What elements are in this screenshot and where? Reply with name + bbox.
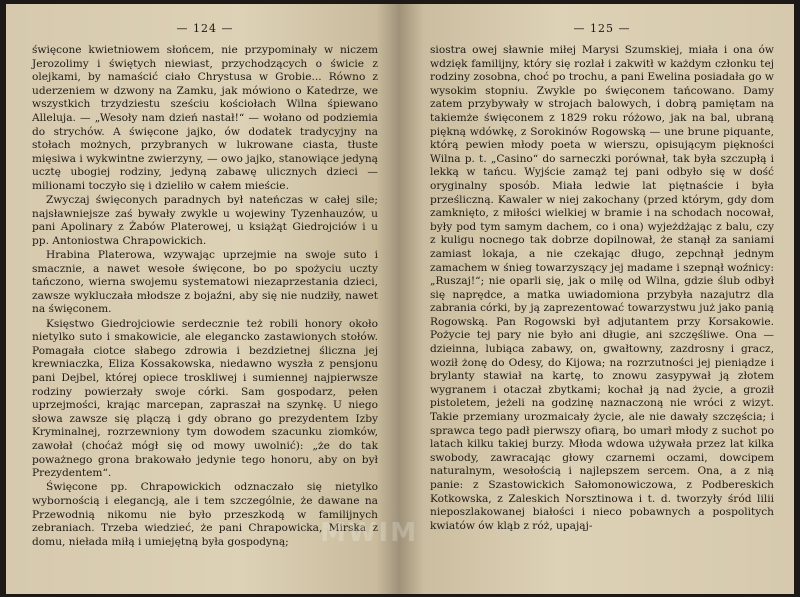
paragraph: Zwyczaj święconych paradnych był nateńczas w całej sile; najsławniejsze zaś bywały zwykle u wojewiny Tyzenhauzów, u pani Apolinary z Żabów Platerowej, u książąt Giedrojciów i u pp. Antoniostwa Chrapowickich. bbox=[32, 194, 378, 247]
watermark: MWIM bbox=[320, 518, 419, 548]
book-spread bbox=[6, 4, 794, 594]
paragraph: święcone kwietniowem słońcem, nie przypominały w niczem Jerozolimy i świętych niewiast, przychodzących o świcie z olejkami, by namaścić ciało Chrystusa w Grobie... Równo z uderzeniem w dzwony na Zamku, jak mówiono o Katedrze, we wszystkich trzydziestu sześciu kościołach Wilna śpiewano Alleluja. — „Wesoły nam dzień nastał!“ — wołano od podziemia do strychów. A święcone jajko, ów dodatek tradycyjny na stołach możnych, przybranych w lukrowane ciasta, tłuste mięsiwa i wykwintne zwierzyny, — owo jajko, stanowiące jedyną ucztę ubogiej rodziny, jedyną zabawę ulicznych dzieci — milionami toczyło się i dzieliło w całem mieście. bbox=[32, 44, 378, 192]
right-page-number: — 125 — bbox=[573, 22, 631, 35]
right-page-text bbox=[430, 44, 774, 533]
paragraph: siostra owej sławnie miłej Marysi Szumskiej, miała i ona ów wdzięk familijny, który się rozlał i zakwitł w każdym członku tej rodziny zosobna, choć po trochu, a pani Ewelina posiadała go w wysokim stopniu. Zwykle po święconem tańcowano. Damy zatem przybywały w strojach balowych, i dobrą pamiętam na takiemże święconem z 1829 roku różowo, jak na bal, ubraną piękną wdówkę, z Sorokinów Rogowską — une brune piquante, którą pewien młody poeta w wierszu, opisującym piękności Wilna p. t. „Casino“ do sarneczki porównał, tak była szczupłą i lekką w tańcu. Wyjście zamąż tej pani odbyło się w dość oryginalny sposób. Miała ledwie lat piętnaście i była prześliczną. Kawaler w niej zakochany (przed którym, gdy dom zamknięto, z miłości wielkiej w bramie i na schodach nocował, były pod tym samym dachem, co i ona) wyjeżdżając z balu, czy z kuligu nocnego tak dobrze dopilnował, że stanął za saniami zamiast lokaja, a nie czekając długo, zepchnął jednym zamachem w śnieg towarzyszący jej madame i szepnął woźnicy: „Ruszaj!“; nie oparli się, jak o milę od Wilna, gdzie ślub odbył się naprędce, a matka uwiadomiona przybyła nazajutrz dla zabrania córki, by ją zaprezentować towarzystwu już jako panią Rogowską. Pan Rogowski był adjutantem przy Korsakowie. Pożycie tej pary nie było ani długie, ani szczęśliwe. Ona — dzieinna, lubiąca zabawy, on, gwałtowny, zazdrosny i gracz, woził żonę do Odesy, do Kijowa; na rozrzutności jej pieniądze i brylanty stawiał na kartę, to znowu zasypywał ją złotem wygranem i otaczał zbytkami; kochał ją nad życie, a groził pistoletem, jeżeli na godzinę naznaczoną nie wróci z wizyt. Takie przemiany urozmaicały życie, ale nie dawały szczęścia; i sprawca tego padł pierwszy ofiarą, bo umarł młody z suchot po latach kilku takiej burzy. Młoda wdowa używała przez lat kilka swobody, zawracając głowy czarnemi oczami, dowcipem naturalnym, wesołością i najlepszem sercem. Ona, a z nią panie: z Szastowickich Sałomonowiczowa, z Podbereskich Kotkowska, z Zaleskich Norsztinowa i t. d. tworzyły śród lilii nieposzlakowanej białości i nieco pobawnych a pospolitych kwiatów ów kląb z róż, upająj- bbox=[430, 44, 774, 532]
paragraph: Księstwo Giedrojciowie serdecznie też robili honory około nietylko suto i smakowicie, ale elegancko zastawionych stołów. Pomagała ciotce słabego zdrowia i bezdzietnej śliczna jej krewniaczka, Eliza Kossakowska, niedawno wyszła z pensjonu pani Dejbel, której opiece troskliwej i sumiennej najpierwsze rodziny powierzały swoje córki. Sam gospodarz, pełen uprzejmości, krając marcepan, zapraszał na szynkę. U niego słowa zawsze się plączą i gdy obrano go prezydentem Izby Kryminalnej, rozrzewniony tym dowodem szacunku ziomków, zawołał (choćaż mógł się od mowy uwolnić): „że do tak poważnego grona brakowało jedynie tego honoru, aby on był Prezydentem“. bbox=[32, 317, 378, 480]
paragraph: Święcone pp. Chrapowickich odznaczało się nietylko wybornością i elegancją, ale i tem szczególnie, że dawane na Przewodnią nikomu nie było przeszkodą w familijnych zebraniach. Trzeba wiedzieć, że pani Chrapowicka, Mirska z domu, niełada miłą i umiejętną była gospodyną; bbox=[32, 481, 378, 548]
left-page-number: — 124 — bbox=[176, 22, 234, 35]
left-page-text bbox=[32, 44, 378, 549]
left-page bbox=[6, 4, 400, 594]
paragraph: Hrabina Platerowa, wzywając uprzejmie na swoje suto i smacznie, a nawet wesołe święcone, bo po spożyciu uczty tańczono, wierna swojemu systematowi niezaprzestania dzieci, zawsze wykluczała młodsze z bojaźni, aby się nie nudziły, nawet na święconem. bbox=[32, 249, 378, 316]
right-page bbox=[400, 4, 794, 594]
